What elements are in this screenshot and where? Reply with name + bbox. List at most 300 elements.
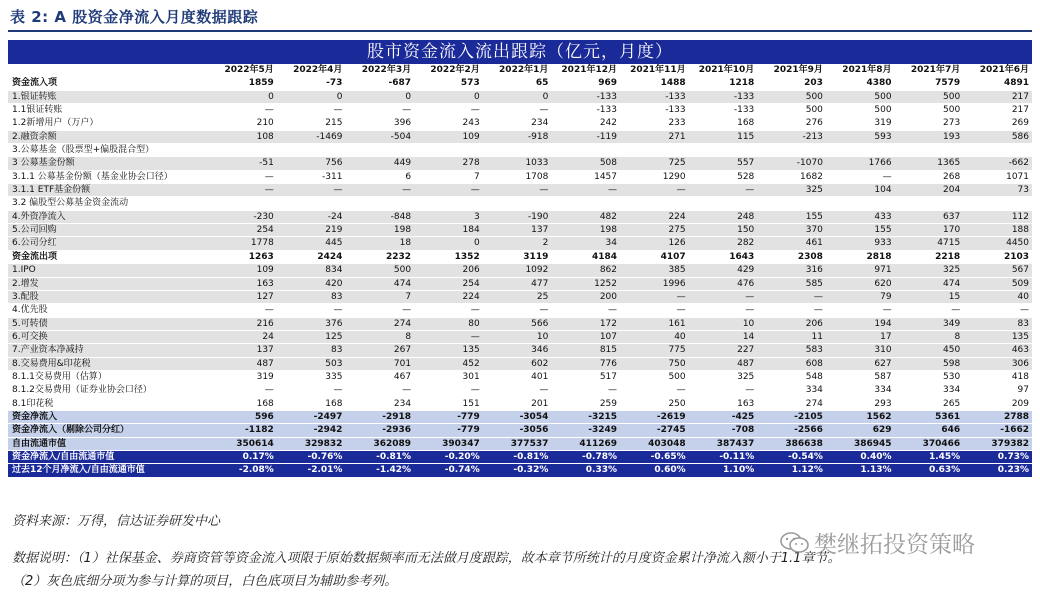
table-cell: 184 xyxy=(414,224,483,237)
table-row xyxy=(8,424,1032,437)
table-cell: 234 xyxy=(483,117,552,130)
table-cell: -504 xyxy=(345,130,414,143)
watermark-text: 樊继拓投资策略 xyxy=(814,532,975,558)
row-label: 8.交易费用&印花税 xyxy=(8,357,208,370)
table-cell: 596 xyxy=(208,410,277,423)
table-cell: 0.23% xyxy=(963,464,1032,477)
table-cell: -133 xyxy=(689,90,758,103)
table-cell: -3249 xyxy=(551,424,620,437)
table-cell: — xyxy=(757,304,826,317)
table-row xyxy=(8,250,1032,263)
table-cell: -0.76% xyxy=(277,450,346,463)
table-cell: 349 xyxy=(895,317,964,330)
table-cell: 224 xyxy=(620,210,689,223)
table-cell: -0.78% xyxy=(551,450,620,463)
table-cell: 259 xyxy=(551,397,620,410)
column-header: 2021年7月 xyxy=(895,64,964,77)
table-cell: 126 xyxy=(620,237,689,250)
table-cell: — xyxy=(689,290,758,303)
wechat-logo-icon xyxy=(780,531,810,561)
table-cell: 1092 xyxy=(483,264,552,277)
table-cell: 971 xyxy=(826,264,895,277)
table-row xyxy=(8,370,1032,383)
table-cell: 2 xyxy=(483,237,552,250)
table-cell: 377537 xyxy=(483,437,552,450)
table-cell: 135 xyxy=(414,344,483,357)
row-label: 4.外资净流入 xyxy=(8,210,208,223)
table-cell: 334 xyxy=(895,384,964,397)
table-cell: 2788 xyxy=(963,410,1032,423)
table-cell xyxy=(689,197,758,210)
capital-flow-table-container xyxy=(8,40,1032,478)
table-cell: 637 xyxy=(895,210,964,223)
table-cell: 316 xyxy=(757,264,826,277)
table-cell: — xyxy=(345,384,414,397)
table-cell: -848 xyxy=(345,210,414,223)
table-cell: — xyxy=(345,184,414,197)
row-label: 5.可转债 xyxy=(8,317,208,330)
column-header: 2022年5月 xyxy=(208,64,277,77)
table-cell: 163 xyxy=(208,277,277,290)
table-cell: 163 xyxy=(689,397,758,410)
table-cell: — xyxy=(208,104,277,117)
table-header-row xyxy=(8,64,1032,77)
table-cell: -133 xyxy=(620,90,689,103)
row-label: 1.2新增用户（万户） xyxy=(8,117,208,130)
table-cell xyxy=(620,197,689,210)
table-cell: -1070 xyxy=(757,157,826,170)
table-cell: 1488 xyxy=(620,77,689,90)
table-cell: -73 xyxy=(277,77,346,90)
table-cell: 201 xyxy=(483,397,552,410)
table-cell: 274 xyxy=(757,397,826,410)
row-label: 资金净流入（剔除公司分红） xyxy=(8,424,208,437)
table-cell: 275 xyxy=(620,224,689,237)
table-cell: 4891 xyxy=(963,77,1032,90)
table-cell: 500 xyxy=(620,370,689,383)
table-cell: 474 xyxy=(895,277,964,290)
table-cell: 25 xyxy=(483,290,552,303)
table-cell xyxy=(689,144,758,157)
table-cell: -119 xyxy=(551,130,620,143)
table-cell: 282 xyxy=(689,237,758,250)
table-cell: -1469 xyxy=(277,130,346,143)
table-cell: 1.13% xyxy=(826,464,895,477)
table-cell: 452 xyxy=(414,357,483,370)
table-cell: 1365 xyxy=(895,157,964,170)
table-cell: — xyxy=(757,290,826,303)
table-cell: 756 xyxy=(277,157,346,170)
table-cell: 34 xyxy=(551,237,620,250)
table-cell: 1.45% xyxy=(895,450,964,463)
table-cell: 193 xyxy=(895,130,964,143)
table-cell: -0.11% xyxy=(689,450,758,463)
table-cell: 200 xyxy=(551,290,620,303)
table-cell: — xyxy=(689,184,758,197)
table-cell: — xyxy=(277,384,346,397)
table-cell xyxy=(345,144,414,157)
table-cell xyxy=(414,144,483,157)
table-cell: -779 xyxy=(414,410,483,423)
table-row xyxy=(8,170,1032,183)
table-cell: 161 xyxy=(620,317,689,330)
table-cell: 306 xyxy=(963,357,1032,370)
table-cell: -0.81% xyxy=(483,450,552,463)
table-cell: 135 xyxy=(963,330,1032,343)
row-label: 7.产业资本净减持 xyxy=(8,344,208,357)
table-row xyxy=(8,464,1032,477)
table-cell: 627 xyxy=(826,357,895,370)
table-cell: 487 xyxy=(208,357,277,370)
table-row xyxy=(8,357,1032,370)
table-cell: 503 xyxy=(277,357,346,370)
table-row xyxy=(8,290,1032,303)
table-cell: 319 xyxy=(826,117,895,130)
table-cell: 776 xyxy=(551,357,620,370)
table-cell: 482 xyxy=(551,210,620,223)
table-cell: 0.63% xyxy=(895,464,964,477)
column-header: 2021年11月 xyxy=(620,64,689,77)
table-cell: 269 xyxy=(963,117,1032,130)
table-cell: -0.74% xyxy=(414,464,483,477)
table-cell: 401 xyxy=(483,370,552,383)
table-cell: 587 xyxy=(826,370,895,383)
row-label: 2.增发 xyxy=(8,277,208,290)
table-cell: — xyxy=(345,304,414,317)
table-cell: 396 xyxy=(345,117,414,130)
table-cell: 376 xyxy=(277,317,346,330)
data-note-2: （2）灰色底细分项为参与计算的项目，白色底项目为辅助参考列。 xyxy=(12,574,398,589)
table-cell: 206 xyxy=(757,317,826,330)
table-cell: — xyxy=(483,104,552,117)
table-cell: 450 xyxy=(895,344,964,357)
row-label: 8.1印花税 xyxy=(8,397,208,410)
caption-divider xyxy=(8,30,1032,32)
table-cell: 1859 xyxy=(208,77,277,90)
table-cell: — xyxy=(414,184,483,197)
row-label: 4.优先股 xyxy=(8,304,208,317)
table-cell: -2619 xyxy=(620,410,689,423)
table-cell: -2936 xyxy=(345,424,414,437)
table-cell: 487 xyxy=(689,357,758,370)
table-row xyxy=(8,450,1032,463)
table-cell: 445 xyxy=(277,237,346,250)
table-cell xyxy=(826,144,895,157)
table-cell: 725 xyxy=(620,157,689,170)
table-cell: 500 xyxy=(826,104,895,117)
table-cell: 0.17% xyxy=(208,450,277,463)
row-label: 3.1.1 公募基金份额（基金业协会口径） xyxy=(8,170,208,183)
row-label: 3.1.1 ETF基金份额 xyxy=(8,184,208,197)
table-cell: 310 xyxy=(826,344,895,357)
table-cell: -2566 xyxy=(757,424,826,437)
table-cell: 210 xyxy=(208,117,277,130)
table-cell: 301 xyxy=(414,370,483,383)
table-cell: 268 xyxy=(895,170,964,183)
table-row xyxy=(8,144,1032,157)
table-cell: 4184 xyxy=(551,250,620,263)
table-cell: 598 xyxy=(895,357,964,370)
column-header: 2022年2月 xyxy=(414,64,483,77)
table-cell xyxy=(551,144,620,157)
row-label: 8.1.2交易费用（证券业协会口径） xyxy=(8,384,208,397)
table-cell: — xyxy=(208,184,277,197)
table-cell: 566 xyxy=(483,317,552,330)
table-cell: 862 xyxy=(551,264,620,277)
table-cell: 168 xyxy=(689,117,758,130)
table-cell xyxy=(895,197,964,210)
table-row xyxy=(8,384,1032,397)
table-cell: — xyxy=(620,290,689,303)
table-cell: 168 xyxy=(277,397,346,410)
column-header: 2021年6月 xyxy=(963,64,1032,77)
table-cell: 3 xyxy=(414,210,483,223)
table-cell: -190 xyxy=(483,210,552,223)
table-cell: — xyxy=(345,104,414,117)
table-cell: 1.10% xyxy=(689,464,758,477)
table-row xyxy=(8,397,1032,410)
table-row xyxy=(8,157,1032,170)
table-cell xyxy=(345,197,414,210)
table-cell: 775 xyxy=(620,344,689,357)
table-cell: 528 xyxy=(689,170,758,183)
column-header: 2021年12月 xyxy=(551,64,620,77)
table-cell: 1071 xyxy=(963,170,1032,183)
table-cell: 1457 xyxy=(551,170,620,183)
table-cell: 206 xyxy=(414,264,483,277)
table-cell: 567 xyxy=(963,264,1032,277)
table-row xyxy=(8,104,1032,117)
table-cell: 557 xyxy=(689,157,758,170)
table-cell: 620 xyxy=(826,277,895,290)
table-cell: 127 xyxy=(208,290,277,303)
column-header: 2021年8月 xyxy=(826,64,895,77)
table-row xyxy=(8,117,1032,130)
table-cell: 7 xyxy=(414,170,483,183)
table-cell: 815 xyxy=(551,344,620,357)
table-cell: 293 xyxy=(826,397,895,410)
table-cell: 17 xyxy=(826,330,895,343)
row-label: 6.公司分红 xyxy=(8,237,208,250)
table-cell: 150 xyxy=(689,224,758,237)
table-cell: -1662 xyxy=(963,424,1032,437)
table-cell: 155 xyxy=(757,210,826,223)
table-cell: 1766 xyxy=(826,157,895,170)
table-cell xyxy=(620,144,689,157)
table-cell: 276 xyxy=(757,117,826,130)
table-cell: 8 xyxy=(345,330,414,343)
table-cell: 1033 xyxy=(483,157,552,170)
table-cell xyxy=(826,197,895,210)
table-cell: 0 xyxy=(414,237,483,250)
table-cell: 530 xyxy=(895,370,964,383)
table-cell: 1562 xyxy=(826,410,895,423)
table-cell: 198 xyxy=(551,224,620,237)
table-cell: -311 xyxy=(277,170,346,183)
table-cell: 449 xyxy=(345,157,414,170)
table-cell: -3054 xyxy=(483,410,552,423)
table-cell xyxy=(414,197,483,210)
table-cell: 1.12% xyxy=(757,464,826,477)
table-row xyxy=(8,264,1032,277)
table-cell: 750 xyxy=(620,357,689,370)
table-cell: -133 xyxy=(551,90,620,103)
table-cell: 265 xyxy=(895,397,964,410)
table-cell: 334 xyxy=(757,384,826,397)
table-row xyxy=(8,184,1032,197)
table-cell: 0 xyxy=(414,90,483,103)
table-cell: 1996 xyxy=(620,277,689,290)
source-note: 资料来源：万得，信达证券研发中心 xyxy=(12,514,221,529)
table-cell: 219 xyxy=(277,224,346,237)
table-cell: 109 xyxy=(414,130,483,143)
table-cell: 420 xyxy=(277,277,346,290)
table-cell: 168 xyxy=(208,397,277,410)
table-cell: 319 xyxy=(208,370,277,383)
table-cell: 11 xyxy=(757,330,826,343)
table-cell: 115 xyxy=(689,130,758,143)
table-cell: 429 xyxy=(689,264,758,277)
table-cell: -662 xyxy=(963,157,1032,170)
table-cell: 433 xyxy=(826,210,895,223)
table-cell: — xyxy=(208,304,277,317)
table-cell: 155 xyxy=(826,224,895,237)
row-label: 资金流入项 xyxy=(8,77,208,90)
table-cell: 4107 xyxy=(620,250,689,263)
table-cell: — xyxy=(963,304,1032,317)
table-cell: 508 xyxy=(551,157,620,170)
table-cell: 386638 xyxy=(757,437,826,450)
table-row xyxy=(8,77,1032,90)
row-label: 3.2 偏股型公募基金资金流动 xyxy=(8,197,208,210)
table-cell: 500 xyxy=(895,90,964,103)
table-caption: 表 2: A 股资金净流入月度数据跟踪 xyxy=(10,8,259,26)
table-cell: 500 xyxy=(757,90,826,103)
table-cell: 216 xyxy=(208,317,277,330)
table-cell: 390347 xyxy=(414,437,483,450)
row-label: 3.公募基金（股票型+偏股混合型） xyxy=(8,144,208,157)
row-label: 8.1.1交易费用（估算） xyxy=(8,370,208,383)
table-cell: 215 xyxy=(277,117,346,130)
table-cell: 500 xyxy=(895,104,964,117)
table-cell: 2232 xyxy=(345,250,414,263)
table-cell: 325 xyxy=(757,184,826,197)
table-cell: 203 xyxy=(757,77,826,90)
table-cell: 4450 xyxy=(963,237,1032,250)
table-cell: 329832 xyxy=(277,437,346,450)
table-cell xyxy=(757,197,826,210)
table-cell: -3215 xyxy=(551,410,620,423)
table-cell: -779 xyxy=(414,424,483,437)
table-cell: 629 xyxy=(826,424,895,437)
table-row xyxy=(8,344,1032,357)
table-cell: -2.01% xyxy=(277,464,346,477)
table-cell: 217 xyxy=(963,90,1032,103)
table-cell: — xyxy=(414,384,483,397)
table-cell: 234 xyxy=(345,397,414,410)
table-cell: 500 xyxy=(826,90,895,103)
table-cell: 1643 xyxy=(689,250,758,263)
table-cell: 227 xyxy=(689,344,758,357)
table-cell: 1352 xyxy=(414,250,483,263)
table-cell: 83 xyxy=(277,344,346,357)
table-cell: 701 xyxy=(345,357,414,370)
table-cell: 267 xyxy=(345,344,414,357)
table-cell: 834 xyxy=(277,264,346,277)
table-row xyxy=(8,410,1032,423)
table-cell: -0.65% xyxy=(620,450,689,463)
capital-flow-table xyxy=(8,64,1032,478)
table-cell: 0.33% xyxy=(551,464,620,477)
table-cell: 250 xyxy=(620,397,689,410)
table-row xyxy=(8,277,1032,290)
table-cell: 2818 xyxy=(826,250,895,263)
table-cell xyxy=(208,144,277,157)
table-cell: -0.20% xyxy=(414,450,483,463)
row-label: 3 公募基金份额 xyxy=(8,157,208,170)
table-row xyxy=(8,437,1032,450)
table-cell: 418 xyxy=(963,370,1032,383)
table-cell: -0.32% xyxy=(483,464,552,477)
row-label: 2.融资余额 xyxy=(8,130,208,143)
table-cell: — xyxy=(414,104,483,117)
row-label: 1.1银证转账 xyxy=(8,104,208,117)
table-cell: -213 xyxy=(757,130,826,143)
table-cell: 224 xyxy=(414,290,483,303)
table-cell: 548 xyxy=(757,370,826,383)
table-row xyxy=(8,130,1032,143)
table-cell: 8 xyxy=(895,330,964,343)
table-cell: — xyxy=(895,304,964,317)
table-cell: 243 xyxy=(414,117,483,130)
table-cell: — xyxy=(277,104,346,117)
column-header: 2022年4月 xyxy=(277,64,346,77)
table-cell xyxy=(963,144,1032,157)
table-cell: 0 xyxy=(208,90,277,103)
table-cell xyxy=(483,144,552,157)
table-cell: 2218 xyxy=(895,250,964,263)
table-cell: 517 xyxy=(551,370,620,383)
table-cell: 5361 xyxy=(895,410,964,423)
table-row xyxy=(8,224,1032,237)
table-row xyxy=(8,237,1032,250)
table-cell: 10 xyxy=(483,330,552,343)
table-cell: 7 xyxy=(345,290,414,303)
table-cell: -51 xyxy=(208,157,277,170)
table-cell: 411269 xyxy=(551,437,620,450)
table-cell: 73 xyxy=(963,184,1032,197)
table-cell: 271 xyxy=(620,130,689,143)
table-cell: -133 xyxy=(551,104,620,117)
table-title: 股市资金流入流出跟踪（亿元，月度） xyxy=(8,40,1032,64)
table-cell: 387437 xyxy=(689,437,758,450)
table-cell: — xyxy=(277,184,346,197)
table-cell: 467 xyxy=(345,370,414,383)
table-cell: 0.73% xyxy=(963,450,1032,463)
table-cell: 233 xyxy=(620,117,689,130)
table-cell: 370 xyxy=(757,224,826,237)
table-cell: 4380 xyxy=(826,77,895,90)
table-cell: -2942 xyxy=(277,424,346,437)
table-cell: 2103 xyxy=(963,250,1032,263)
table-cell: 608 xyxy=(757,357,826,370)
table-cell: 370466 xyxy=(895,437,964,450)
table-cell: — xyxy=(551,304,620,317)
table-cell: — xyxy=(826,170,895,183)
table-cell: 80 xyxy=(414,317,483,330)
table-cell: 476 xyxy=(689,277,758,290)
table-row xyxy=(8,90,1032,103)
